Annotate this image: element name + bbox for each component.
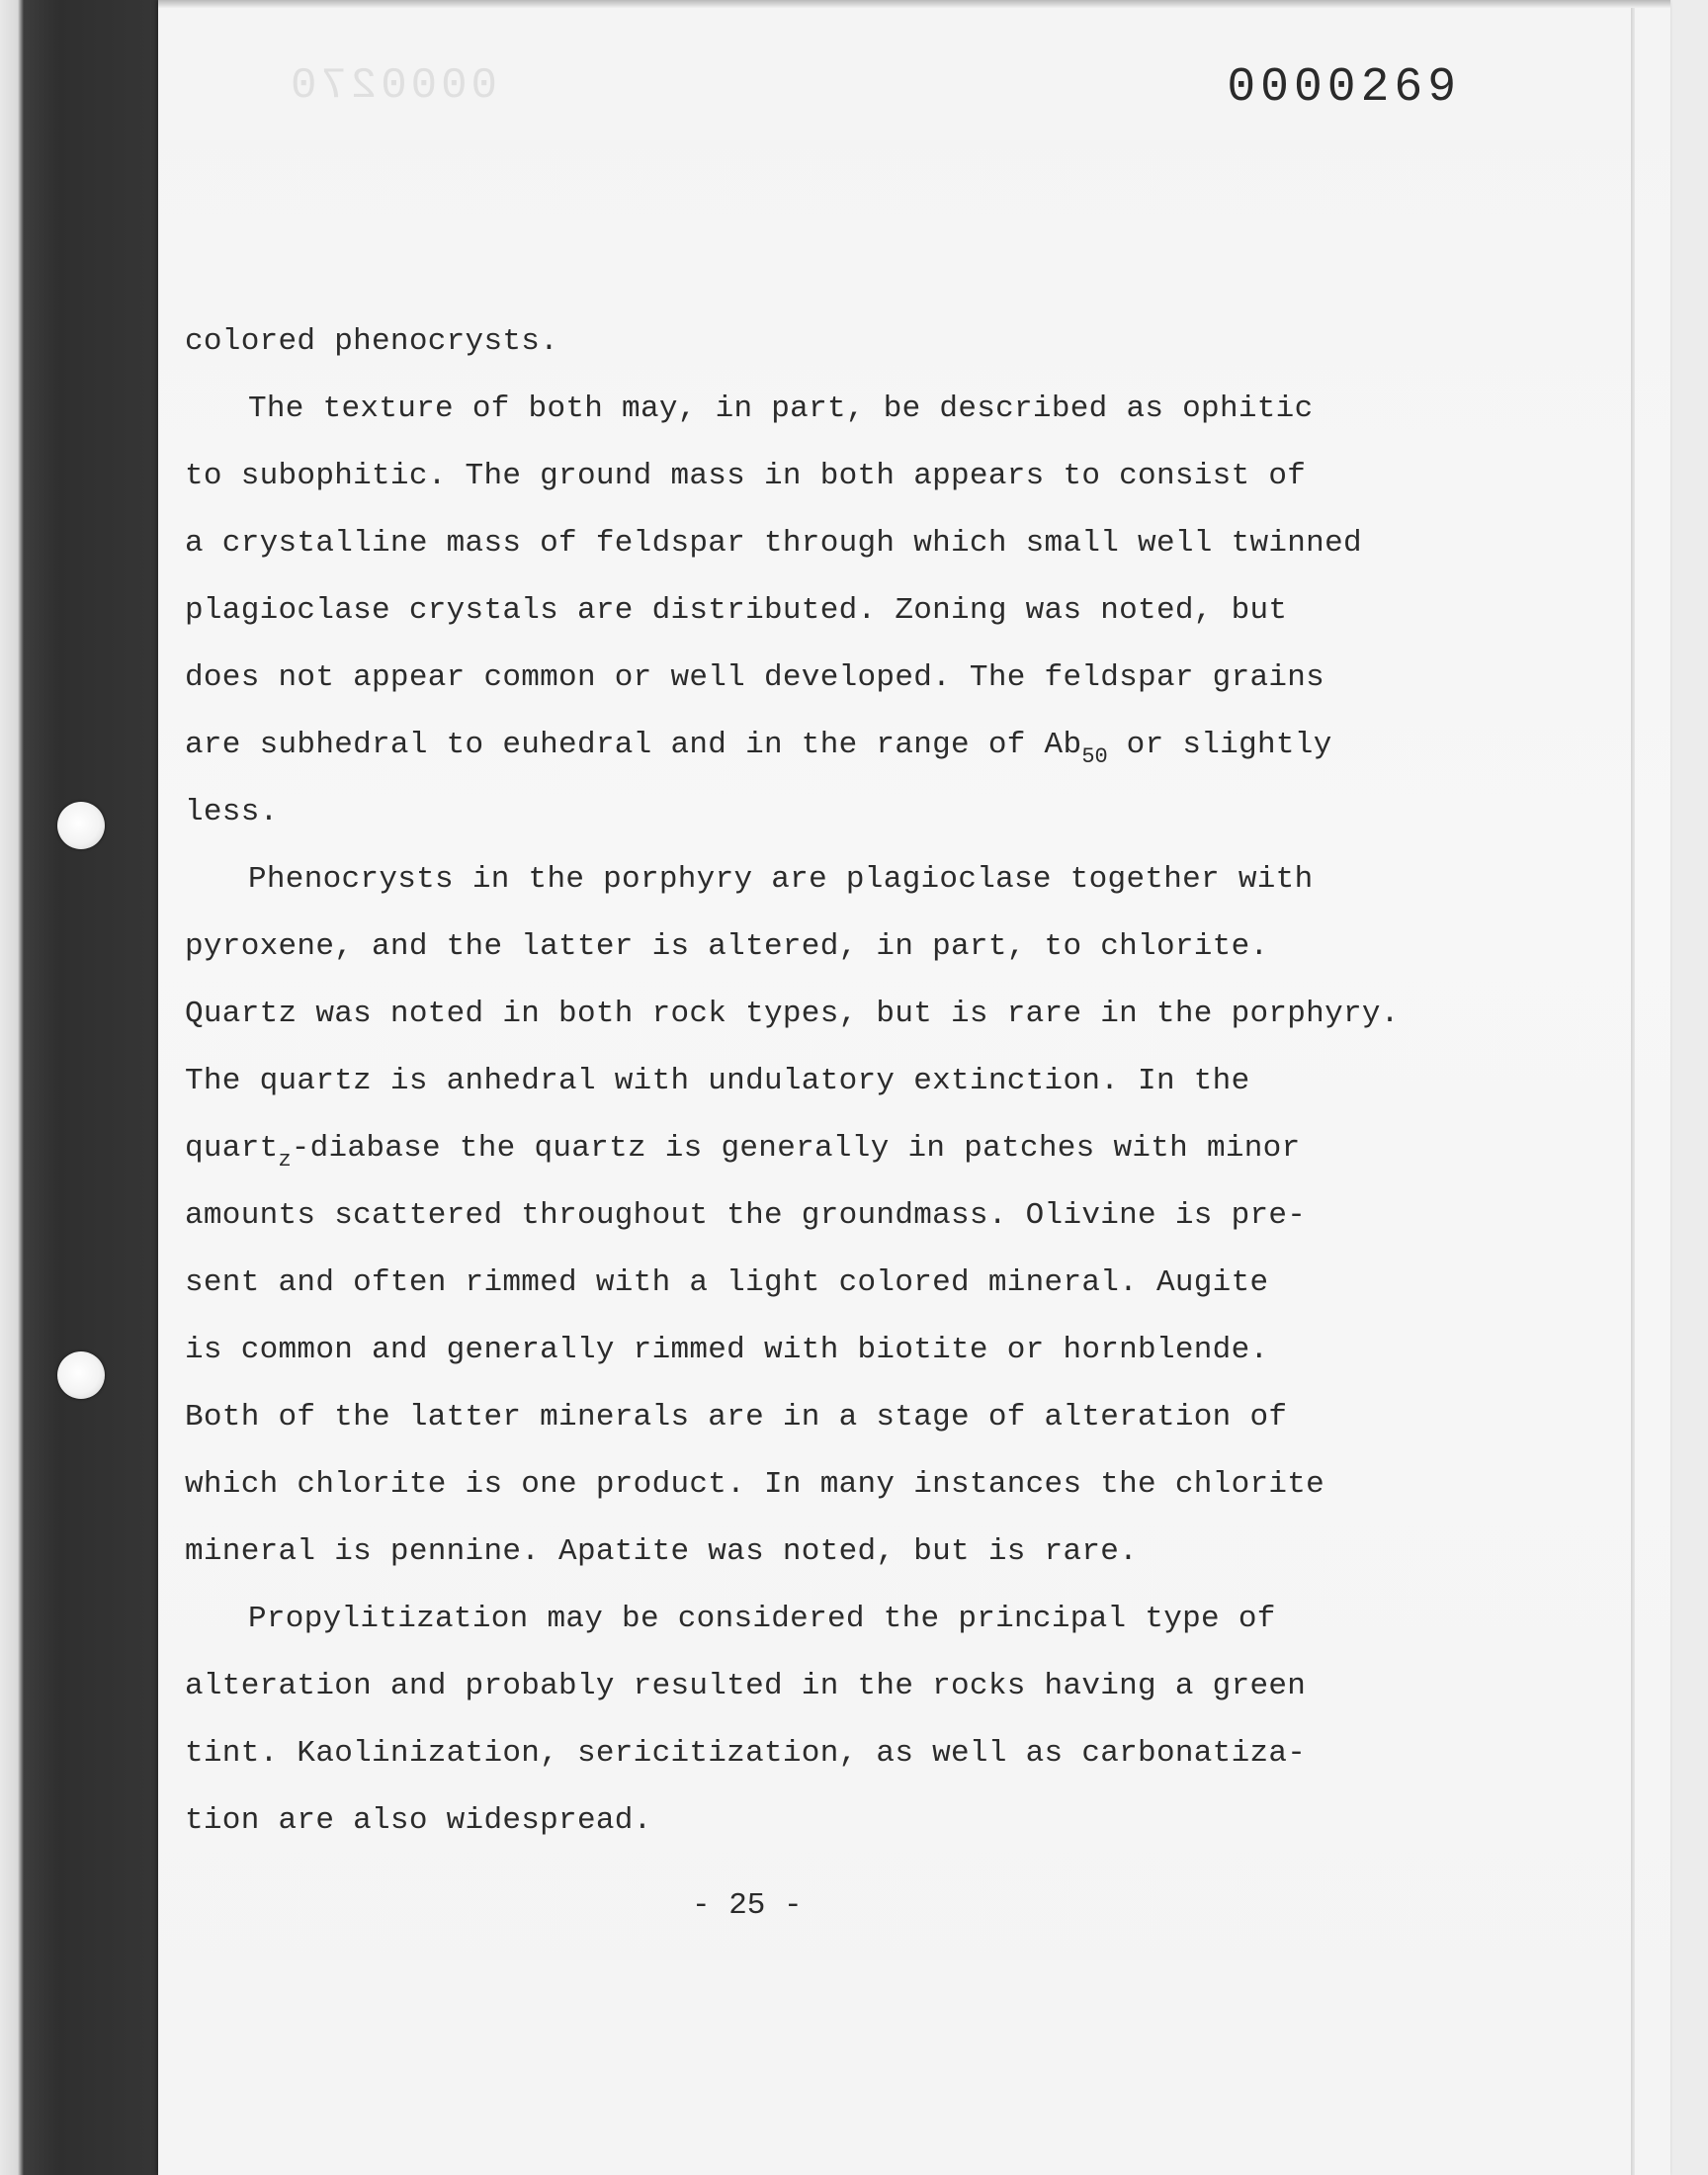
text-line: The texture of both may, in part, be described as ophitic (248, 392, 1314, 426)
paper-edge (1631, 0, 1635, 2175)
paper-top-edge (158, 0, 1670, 8)
page-number: - 25 - (692, 1888, 803, 1923)
text-line: The quartz is anhedral with undulatory extinction. In the (185, 1064, 1250, 1098)
binder-strip (0, 0, 178, 2175)
text-line: plagioclase crystals are distributed. Zoning was noted, but (185, 593, 1288, 628)
text-line: colored phenocrysts. (185, 324, 559, 359)
text-line: alteration and probably resulted in the rocks having a green (185, 1669, 1307, 1703)
subscript: 50 (1081, 744, 1108, 769)
text-line: sent and often rimmed with a light colored mineral. Augite (185, 1265, 1269, 1300)
text-line: amounts scattered throughout the groundmass. Olivine is pre- (185, 1198, 1307, 1233)
punch-hole-top (57, 802, 105, 849)
text-line: is common and generally rimmed with biotite or hornblende. (185, 1333, 1269, 1367)
text-line: which chlorite is one product. In many instances the chlorite (185, 1467, 1325, 1502)
document-id-stamp: 0000269 (1227, 61, 1461, 115)
text-line: are subhedral to euhedral and in the range of $Ab_{50}$ or slightly (185, 728, 1332, 769)
bleed-through-number: 0000270 (287, 61, 497, 111)
text-line: Phenocrysts in the porphyry are plagioclase together with (248, 862, 1314, 897)
text-line: tint. Kaolinization, sericitization, as well as carbonatiza- (185, 1736, 1307, 1771)
punch-hole-bottom (57, 1351, 105, 1399)
text-line: tion are also widespread. (185, 1803, 652, 1838)
text-line: to subophitic. The ground mass in both appears to consist of (185, 459, 1307, 493)
text-line: Both of the latter minerals are in a stage of alteration of (185, 1400, 1288, 1435)
text-line: Quartz was noted in both rock types, but is rare in the porphyry. (185, 997, 1400, 1031)
text-line: does not appear common or well developed. The feldspar grains (185, 660, 1325, 695)
text-line: pyroxene, and the latter is altered, in part, to chlorite. (185, 929, 1269, 964)
text-line: less. (185, 795, 279, 829)
text-line: a crystalline mass of feldspar through which small well twinned (185, 526, 1362, 561)
text-line: quart$_z$-diabase the quartz is generally in patches with minor (185, 1131, 1301, 1173)
text-line: Propylitization may be considered the principal type of (248, 1602, 1276, 1636)
text-line: mineral is pennine. Apatite was noted, but is rare. (185, 1534, 1139, 1569)
subscript: z (278, 1148, 292, 1173)
body-text (185, 308, 1499, 1855)
